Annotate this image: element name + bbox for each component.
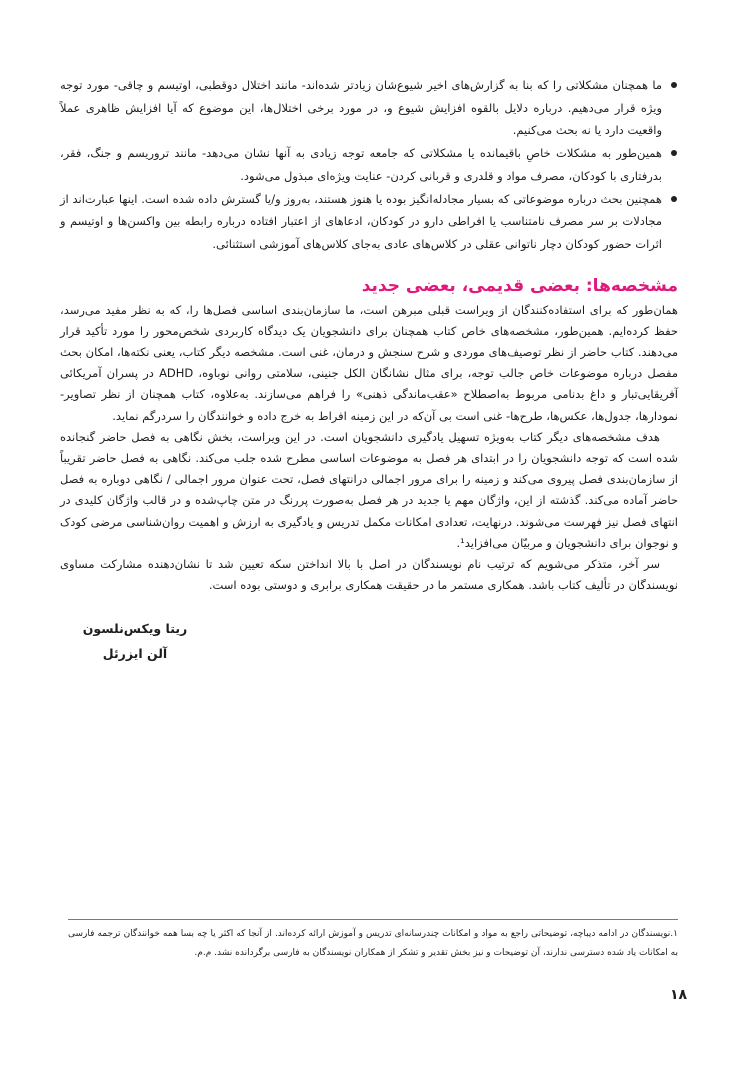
footnote-text: ۱.نویسندگان در ادامه دیباچه، توضیحاتی راجع به مواد و امکانات چندرسانه‌ای تدریس و آموزش ارائه کرده‌اند. از آنجا که اکثر یا چه بسا همه خوانندگان ترجمه فارسی به امکانات یاد شده دسترسی ندارند، آن توضیحات و نیز بخش تقدیر و تشکر از همکاران نویسندگان به فارسی برگردانده نشد. م.م. [68,929,678,958]
signature-block [60,616,210,666]
bullet-text: ما همچنان مشکلاتی را که بنا به گزارش‌های اخیر شیوع‌شان زیادتر شده‌اند- مانند اختلال دوقطبی، اوتیسم و چاقی- مورد توجه ویژه قرار می‌دهیم. درباره دلایل بالقوه افزایش شیوع و، در مورد برخی اختلال‌ها، این موضوع که آیا افزایش ظاهری عملاً واقعیت دارد یا نه بحث می‌کنیم. [60,78,662,138]
body-paragraph: هدف مشخصه‌های دیگر کتاب به‌ویژه تسهیل یادگیری دانشجویان است. در این ویراست، بخش نگاهی به فصل حاضر گنجانده شده است که توجه دانشجویان را در ابتدای هر فصل به موضوعات اساسی مطرح شده جلب می‌کند. نگاهی به فصل حاضر تقریباً از سازمان‌بندی فصل پیروی می‌کند و زمینه را برای مرور اجمالی درانتهای فصل، تحت عنوان مرور اجمالی / نگاهی دوباره به فصل حاضر آماده می‌کند. گذشته از این، واژگان مهم یا جدید در هر فصل به‌صورت پررنگ در متن چاپ‌شده و در قالب واژگان کلیدی در انتهای فصل نیز فهرست می‌شوند. درنهایت، تعدادی امکانات مکمل تدریس و یادگیری به ارزش و اهمیت روان‌شناسی مرضی کودک و نوجوان برای دانشجویان و مربیّان می‌افزاید¹. [60,429,678,550]
body-paragraph: همان‌طور که برای استفاده‌کنندگان از ویراست قبلی مبرهن است، ما سازمان‌بندی اساسی فصل‌ها را، که به نظر مفید می‌رسد، حفظ کرده‌ایم. همین‌طور، مشخصه‌های خاص کتاب همچنان برای دانشجویان یک دیدگاه کاربردی شخص‌محور را مورد تأکید قرار می‌دهند. کتاب حاضر از نظر توصیف‌های موردی و شرح سنجش و درمان، غنی است. مشخصه دیگر کتاب، یعنی نکته‌ها، امکان بحث مفصل درباره موضوعات خاص جالب توجه، برای مثال نشانگان الکل جنینی، سلامتی روانی نوباوه، ADHD در پسران آمریکائی آفریقایی‌تبار و داغ بدنامی مربوط به‌اصطلاح «عقب‌ماندگی ذهنی» را فراهم می‌سازند. به‌علاوه، کتاب همچنان از نظر تصاویر- نمودارها، جدول‌ها، عکس‌ها، طرح‌ها- غنی است بی آن‌که در این زمینه افراط به خرج داده و خوانندگان را سردرگم نماید. [60,302,678,423]
bullet-dot-icon [671,150,677,156]
bullet-item [60,188,678,256]
page-number: ۱۸ [670,987,688,1003]
bullet-list [60,74,678,256]
bullet-text: همچنین بحث درباره موضوعاتی که بسیار مجادله‌انگیز بوده یا هنوز هستند، به‌روز و/یا گسترش داده شده است. اینها عبارت‌اند از مجادلات بر سر مصرف نامتناسب یا افراطی دارو در کودکان، ادعاهای از اعتبار افتاده درباره رابطه بین واکسن‌ها و اوتیسم و اثرات حضور کودکان دچار ناتوانی عقلی در کلاس‌های عادی به‌جای کلاس‌های آموزشی استثنائی. [60,191,662,251]
bullet-dot-icon [671,196,677,202]
bullet-dot-icon [671,82,677,88]
footnote-area [68,919,678,963]
author-name: ریتا ویکس‌نلسون [82,621,188,637]
body-paragraph: سر آخر، متذکر می‌شویم که ترتیب نام نویسندگان در اصل با بالا انداختن سکه تعیین شد تا نشان‌دهنده مشارکت مساوی نویسندگان در تألیف کتاب باشد. همکاری مستمر ما در حقیقت همکاری برابری و دوستی بوده است. [60,557,678,593]
bullet-text: همین‌طور به مشکلات خاصِ باقیمانده یا مشکلاتی که جامعه توجه زیادی به آنها نشان می‌دهد- مانند تروریسم و جنگ، فقر، بدرفتاری با کودکان، مصرف مواد و قلدری و قربانی کردن- عنایت ویژه‌ای مبذول می‌شود. [60,146,662,183]
section-heading: مشخصه‌ها: بعضی قدیمی، بعضی جدید [361,275,678,296]
author-name: آلن ایزرئل [102,646,168,662]
bullet-item [60,142,678,187]
footnote-divider [68,919,678,920]
page-content [60,74,678,666]
bullet-item [60,74,678,142]
